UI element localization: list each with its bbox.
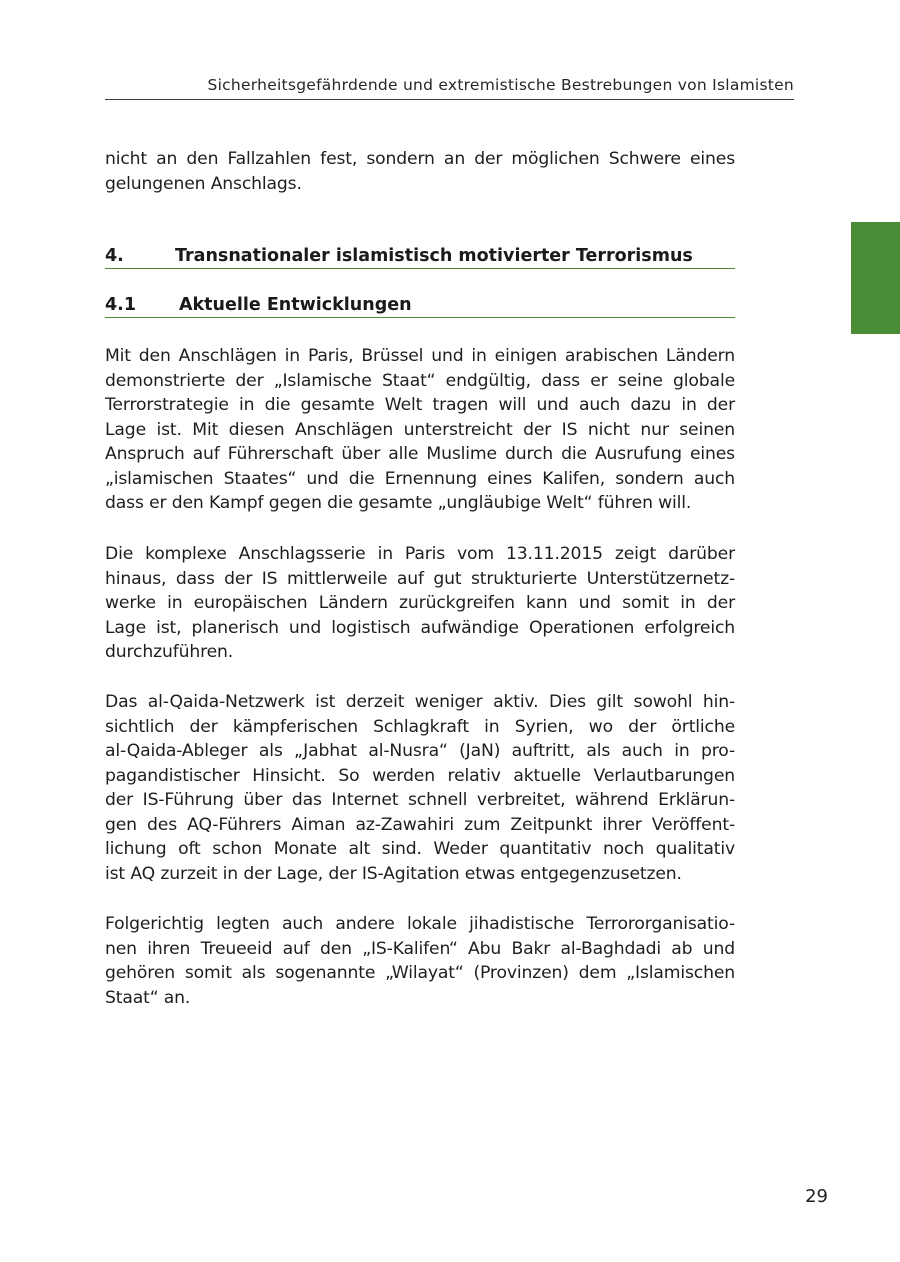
- intro-paragraph: [105, 147, 735, 196]
- text-line: Folgerichtig legten auch andere lokale jihadistische Terrororganisatio-: [105, 914, 735, 934]
- text-line: Terrorstrategie in die gesamte Welt tragen will und auch dazu in der: [105, 395, 735, 415]
- text-line: nen ihren Treueeid auf den „IS-Kalifen“ Abu Bakr al-Baghdadi ab und: [105, 938, 735, 959]
- text-line: Anspruch auf Führerschaft über alle Muslime durch die Ausrufung eines: [105, 444, 735, 464]
- text-line: Staat“ an.: [105, 987, 191, 1008]
- text-line: al-Qaida-Ableger als „Jabhat al-Nusra“ (JaN) auftritt, als auch in pro-: [105, 741, 735, 761]
- text-line: lichung oft schon Monate alt sind. Weder quantitativ noch qualitativ: [105, 839, 735, 859]
- paragraph-3: [105, 690, 735, 886]
- text-line: Lage ist. Mit diesen Anschlägen unterstreicht der IS nicht nur seinen: [105, 419, 735, 440]
- running-header: Sicherheitsgefährdende und extremistische Bestrebungen von Islamisten: [207, 76, 794, 94]
- text-line: ist AQ zurzeit in der Lage, der IS-Agitation etwas entgegenzusetzen.: [105, 863, 682, 884]
- subsection-heading: [105, 295, 735, 318]
- subsection-title: Aktuelle Entwicklungen: [179, 295, 412, 315]
- header-rule: [105, 99, 794, 100]
- text-line: gehören somit als sogenannte „Wilayat“ (Provinzen) dem „Islamischen: [105, 963, 735, 983]
- chapter-tab-marker: [851, 222, 900, 334]
- section-number: 4.: [105, 246, 124, 266]
- text-line: Das al-Qaida-Netzwerk ist derzeit weniger aktiv. Dies gilt sowohl hin-: [105, 692, 735, 712]
- text-line: pagandistischer Hinsicht. So werden relativ aktuelle Verlautbarungen: [105, 765, 735, 786]
- text-line: werke in europäischen Ländern zurückgreifen kann und somit in der: [105, 593, 735, 613]
- text-line: gen des AQ-Führers Aiman az-Zawahiri zum Zeitpunkt ihrer Veröffent-: [105, 814, 735, 835]
- subsection-number: 4.1: [105, 295, 137, 315]
- section-title: Transnationaler islamistisch motivierter Terrorismus: [175, 246, 693, 266]
- section-heading: [105, 246, 735, 269]
- text-line: Lage ist, planerisch und logistisch aufwändige Operationen erfolgreich: [105, 617, 735, 638]
- text-line: sichtlich der kämpferischen Schlagkraft in Syrien, wo der örtliche: [105, 716, 735, 737]
- text-line: der IS-Führung über das Internet schnell verbreitet, während Erklärun-: [105, 790, 735, 810]
- text-line: durchzuführen.: [105, 642, 234, 662]
- text-line: gelungenen Anschlags.: [105, 173, 302, 194]
- text-line: nicht an den Fallzahlen fest, sondern an der möglichen Schwere eines: [105, 149, 735, 169]
- page-number: 29: [805, 1186, 828, 1207]
- paragraph-4: [105, 912, 735, 1010]
- text-line: Die komplexe Anschlagsserie in Paris vom 13.11.2015 zeigt darüber: [105, 544, 735, 564]
- text-line: hinaus, dass der IS mittlerweile auf gut strukturierte Unterstützernetz-: [105, 568, 735, 589]
- text-line: dass er den Kampf gegen die gesamte „ungläubige Welt“ führen will.: [105, 493, 692, 513]
- paragraph-2: [105, 542, 735, 665]
- text-line: „islamischen Staates“ und die Ernennung eines Kalifen, sondern auch: [105, 468, 735, 489]
- text-line: demonstrierte der „Islamische Staat“ endgültig, dass er seine globale: [105, 370, 735, 391]
- text-line: Mit den Anschlägen in Paris, Brüssel und in einigen arabischen Ländern: [105, 346, 735, 366]
- paragraph-1: [105, 344, 735, 516]
